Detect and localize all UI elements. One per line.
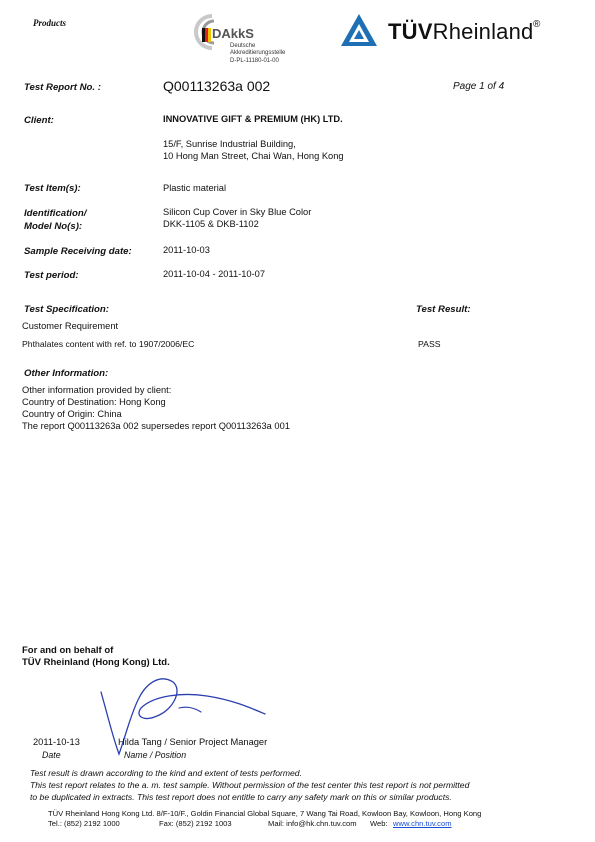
footer-web-label: Web: [370,819,388,828]
disclaimer-line3: to be duplicated in extracts. This test report does not entitle to carry any safety mark on this or similar products. [30,792,452,802]
dakks-line1: Deutsche [230,43,256,49]
other-info-line-1: Other information provided by client: [22,385,172,395]
dakks-name: DAkkS [212,26,254,41]
identification-label: Identification/ [24,208,87,219]
date-caption: Date [42,750,61,760]
tuv-brand-prefix: TÜV [388,19,433,44]
test-period-label: Test period: [24,270,79,281]
model-no-label: Model No(s): [24,221,83,232]
tuv-brand-suffix: Rheinland [432,19,534,44]
disclaimer-line2: This test report relates to the a. m. test sample. Without permission of the test center this test report is not permitted [30,780,470,790]
test-specification-label: Test Specification: [24,304,109,315]
other-info-line-4: The report Q00113263a 002 supersedes report Q00113263a 001 [22,421,290,431]
client-address-line1: 15/F, Sunrise Industrial Building, [163,139,296,149]
dakks-line3: D-PL-11180-01-00 [230,58,279,64]
section-label: Products [33,18,67,28]
report-number: Q00113263a 002 [163,78,271,94]
signature-date: 2011-10-13 [33,737,80,747]
registered-mark: ® [533,19,541,30]
other-info-line-2: Country of Destination: Hong Kong [22,397,166,407]
test-item-value: Plastic material [163,183,227,193]
disclaimer-line1: Test result is drawn according to the kind and extent of tests performed. [30,768,302,778]
sample-date-value: 2011-10-03 [163,245,210,255]
page-number: Page 1 of 4 [453,81,505,92]
dakks-line2: Akkreditierungsstelle [230,50,286,56]
other-info-label: Other Information: [24,368,109,379]
signer-name: Hilda Tang / Senior Project Manager [118,737,268,747]
specification-result: PASS [418,339,441,349]
footer-web-link[interactable]: www.chn.tuv.com [393,819,452,828]
footer-mail: Mail: info@hk.chn.tuv.com [268,819,357,828]
specification-item: Phthalates content with ref. to 1907/2006/EC [22,339,195,349]
footer-address: TÜV Rheinland Hong Kong Ltd. 8/F-10/F., Goldin Financial Global Square, 7 Wang Tai Road, Kowloon Bay, Kowloon, Hong Kong [48,809,482,818]
tuv-triangle-logo-icon [339,12,379,48]
report-number-label: Test Report No. : [24,82,101,93]
test-item-label: Test Item(s): [24,183,81,194]
identification-value: Silicon Cup Cover in Sky Blue Color [163,207,312,217]
other-info-line-3: Country of Origin: China [22,409,122,419]
client-label: Client: [24,115,54,126]
test-result-label: Test Result: [416,304,471,315]
test-period-value: 2011-10-04 - 2011-10-07 [163,269,265,279]
behalf-line1: For and on behalf of [22,645,114,656]
footer-fax: Fax: (852) 2192 1003 [159,819,232,828]
footer-tel: Tel.: (852) 2192 1000 [48,819,120,828]
dakks-logo [190,10,310,68]
sample-date-label: Sample Receiving date: [24,246,132,257]
model-no-value: DKK-1105 & DKB-1102 [163,219,259,229]
name-position-caption: Name / Position [124,750,187,760]
behalf-line2: TÜV Rheinland (Hong Kong) Ltd. [22,657,170,668]
client-address-line2: 10 Hong Man Street, Chai Wan, Hong Kong [163,151,344,161]
customer-requirement: Customer Requirement [22,321,119,331]
client-name: INNOVATIVE GIFT & PREMIUM (HK) LTD. [163,114,343,124]
tuv-brand [388,19,534,45]
